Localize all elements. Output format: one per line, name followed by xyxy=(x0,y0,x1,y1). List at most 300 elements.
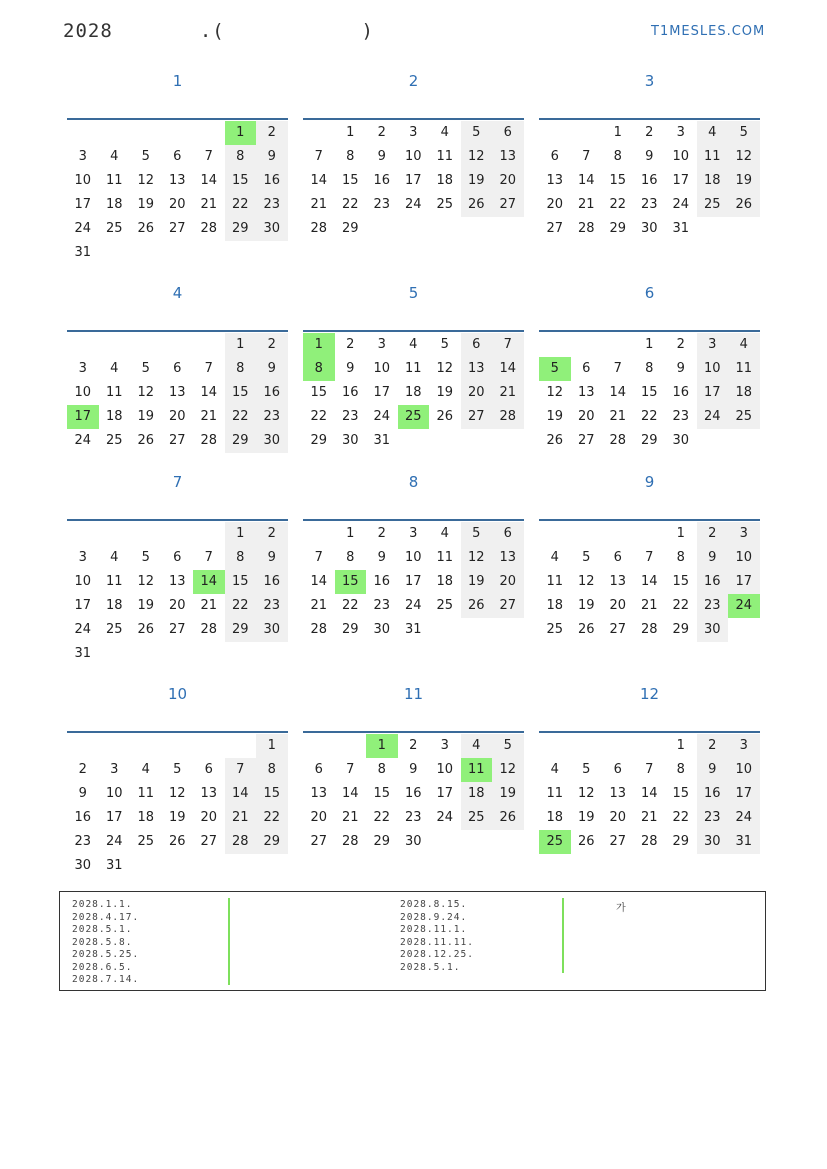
day-cell[interactable]: 17 xyxy=(728,782,760,806)
day-cell[interactable]: 8 xyxy=(225,145,257,169)
day-cell[interactable]: 27 xyxy=(168,622,186,637)
day-cell[interactable]: 18 xyxy=(697,169,729,193)
day-cell[interactable]: 10 xyxy=(697,357,729,381)
day-cell[interactable]: 17 xyxy=(105,810,123,825)
day-cell[interactable]: 1 xyxy=(613,125,622,140)
day-cell[interactable]: 12 xyxy=(461,145,493,169)
day-cell[interactable]: 8 xyxy=(377,762,386,777)
day-cell[interactable]: 21 xyxy=(640,810,658,825)
day-cell[interactable]: 8 xyxy=(645,361,654,376)
day-cell[interactable]: 11 xyxy=(404,361,422,376)
day-cell[interactable]: 22 xyxy=(672,598,690,613)
day-cell[interactable]: 3 xyxy=(440,738,449,753)
site-logo[interactable]: T1MESLES.COM xyxy=(651,24,766,39)
day-cell[interactable]: 21 xyxy=(577,197,595,212)
day-cell[interactable]: 1 xyxy=(256,734,288,758)
day-cell[interactable]: 7 xyxy=(582,149,591,164)
day-cell[interactable]: 29 xyxy=(373,834,391,849)
day-cell[interactable]: 31 xyxy=(74,646,92,661)
day-cell[interactable]: 22 xyxy=(373,810,391,825)
day-cell[interactable]: 8 xyxy=(676,550,685,565)
day-cell[interactable]: 25 xyxy=(461,806,493,830)
day-cell[interactable]: 29 xyxy=(225,217,257,241)
day-cell[interactable]: 10 xyxy=(728,758,760,782)
day-cell[interactable]: 29 xyxy=(672,834,690,849)
day-cell[interactable]: 18 xyxy=(404,385,422,400)
day-cell[interactable]: 11 xyxy=(546,786,564,801)
day-cell[interactable]: 12 xyxy=(546,385,564,400)
day-cell[interactable]: 4 xyxy=(110,149,119,164)
day-cell[interactable]: 22 xyxy=(225,594,257,618)
day-cell[interactable]: 13 xyxy=(200,786,218,801)
day-cell[interactable]: 17 xyxy=(74,197,92,212)
day-cell[interactable]: 27 xyxy=(492,594,524,618)
day-cell[interactable]: 7 xyxy=(645,550,654,565)
day-cell[interactable]: 21 xyxy=(492,381,524,405)
day-cell[interactable]: 25 xyxy=(398,405,430,429)
day-cell[interactable]: 25 xyxy=(546,622,564,637)
day-cell[interactable]: 1 xyxy=(645,337,654,352)
day-cell[interactable]: 4 xyxy=(141,762,150,777)
day-cell[interactable]: 7 xyxy=(645,762,654,777)
day-cell[interactable]: 9 xyxy=(256,546,288,570)
day-cell[interactable]: 5 xyxy=(173,762,182,777)
day-cell[interactable]: 21 xyxy=(341,810,359,825)
day-cell[interactable]: 24 xyxy=(373,409,391,424)
day-cell[interactable]: 27 xyxy=(546,221,564,236)
day-cell[interactable]: 17 xyxy=(404,173,422,188)
day-cell[interactable]: 21 xyxy=(200,598,218,613)
day-cell[interactable]: 20 xyxy=(200,810,218,825)
day-cell[interactable]: 23 xyxy=(640,197,658,212)
day-cell[interactable]: 14 xyxy=(200,173,218,188)
day-cell[interactable]: 6 xyxy=(582,361,591,376)
day-cell[interactable]: 19 xyxy=(728,169,760,193)
day-cell[interactable]: 14 xyxy=(193,570,225,594)
day-cell[interactable]: 5 xyxy=(141,149,150,164)
day-cell[interactable]: 25 xyxy=(436,598,454,613)
day-cell[interactable]: 6 xyxy=(173,361,182,376)
day-cell[interactable]: 6 xyxy=(613,762,622,777)
day-cell[interactable]: 8 xyxy=(225,546,257,570)
day-cell[interactable]: 30 xyxy=(74,858,92,873)
day-cell[interactable]: 2 xyxy=(377,526,386,541)
day-cell[interactable]: 7 xyxy=(314,550,323,565)
day-cell[interactable]: 12 xyxy=(137,574,155,589)
day-cell[interactable]: 10 xyxy=(373,361,391,376)
day-cell[interactable]: 10 xyxy=(74,173,92,188)
day-cell[interactable]: 16 xyxy=(74,810,92,825)
day-cell[interactable]: 3 xyxy=(78,149,87,164)
day-cell[interactable]: 19 xyxy=(137,598,155,613)
day-cell[interactable]: 21 xyxy=(609,409,627,424)
day-cell[interactable]: 22 xyxy=(256,806,288,830)
day-cell[interactable]: 21 xyxy=(200,409,218,424)
day-cell[interactable]: 7 xyxy=(346,762,355,777)
day-cell[interactable]: 16 xyxy=(256,381,288,405)
day-cell[interactable]: 7 xyxy=(204,149,213,164)
day-cell[interactable]: 3 xyxy=(409,526,418,541)
day-cell[interactable]: 9 xyxy=(256,145,288,169)
day-cell[interactable]: 28 xyxy=(640,622,658,637)
day-cell[interactable]: 26 xyxy=(461,594,493,618)
day-cell[interactable]: 5 xyxy=(728,121,760,145)
day-cell[interactable]: 14 xyxy=(609,385,627,400)
day-cell[interactable]: 14 xyxy=(640,786,658,801)
day-cell[interactable]: 26 xyxy=(137,221,155,236)
day-cell[interactable]: 17 xyxy=(728,570,760,594)
day-cell[interactable]: 25 xyxy=(137,834,155,849)
day-cell[interactable]: 23 xyxy=(256,193,288,217)
day-cell[interactable]: 11 xyxy=(436,550,454,565)
day-cell[interactable]: 19 xyxy=(461,169,493,193)
day-cell[interactable]: 14 xyxy=(200,385,218,400)
day-cell[interactable]: 24 xyxy=(697,405,729,429)
day-cell[interactable]: 13 xyxy=(492,145,524,169)
day-cell[interactable]: 13 xyxy=(168,385,186,400)
day-cell[interactable]: 30 xyxy=(697,830,729,854)
day-cell[interactable]: 3 xyxy=(728,734,760,758)
day-cell[interactable]: 3 xyxy=(110,762,119,777)
day-cell[interactable]: 24 xyxy=(74,433,92,448)
day-cell[interactable]: 22 xyxy=(672,810,690,825)
day-cell[interactable]: 30 xyxy=(256,429,288,453)
day-cell[interactable]: 15 xyxy=(225,169,257,193)
day-cell[interactable]: 26 xyxy=(461,193,493,217)
day-cell[interactable]: 26 xyxy=(728,193,760,217)
day-cell[interactable]: 2 xyxy=(645,125,654,140)
day-cell[interactable]: 11 xyxy=(436,149,454,164)
day-cell[interactable]: 13 xyxy=(609,786,627,801)
day-cell[interactable]: 25 xyxy=(697,193,729,217)
day-cell[interactable]: 28 xyxy=(200,622,218,637)
day-cell[interactable]: 13 xyxy=(461,357,493,381)
day-cell[interactable]: 22 xyxy=(640,409,658,424)
day-cell[interactable]: 1 xyxy=(225,333,257,357)
day-cell[interactable]: 4 xyxy=(440,526,449,541)
day-cell[interactable]: 30 xyxy=(256,618,288,642)
day-cell[interactable]: 18 xyxy=(546,598,564,613)
day-cell[interactable]: 6 xyxy=(492,121,524,145)
day-cell[interactable]: 20 xyxy=(492,570,524,594)
day-cell[interactable]: 26 xyxy=(577,834,595,849)
day-cell[interactable]: 20 xyxy=(577,409,595,424)
day-cell[interactable]: 10 xyxy=(74,574,92,589)
day-cell[interactable]: 16 xyxy=(640,173,658,188)
day-cell[interactable]: 4 xyxy=(550,762,559,777)
day-cell[interactable]: 19 xyxy=(137,197,155,212)
day-cell[interactable]: 3 xyxy=(78,550,87,565)
day-cell[interactable]: 5 xyxy=(582,762,591,777)
day-cell[interactable]: 23 xyxy=(697,806,729,830)
day-cell[interactable]: 28 xyxy=(640,834,658,849)
day-cell[interactable]: 16 xyxy=(256,570,288,594)
day-cell[interactable]: 27 xyxy=(310,834,328,849)
day-cell[interactable]: 29 xyxy=(225,429,257,453)
day-cell[interactable]: 5 xyxy=(440,337,449,352)
day-cell[interactable]: 25 xyxy=(539,830,571,854)
day-cell[interactable]: 23 xyxy=(373,197,391,212)
day-cell[interactable]: 9 xyxy=(78,786,87,801)
day-cell[interactable]: 19 xyxy=(577,810,595,825)
day-cell[interactable]: 14 xyxy=(310,173,328,188)
day-cell[interactable]: 18 xyxy=(105,598,123,613)
day-cell[interactable]: 15 xyxy=(310,385,328,400)
day-cell[interactable]: 26 xyxy=(492,806,524,830)
day-cell[interactable]: 9 xyxy=(256,357,288,381)
day-cell[interactable]: 2 xyxy=(409,738,418,753)
day-cell[interactable]: 2 xyxy=(676,337,685,352)
day-cell[interactable]: 1 xyxy=(366,734,398,758)
day-cell[interactable]: 23 xyxy=(404,810,422,825)
day-cell[interactable]: 2 xyxy=(346,337,355,352)
day-cell[interactable]: 15 xyxy=(256,782,288,806)
day-cell[interactable]: 3 xyxy=(728,522,760,546)
day-cell[interactable]: 25 xyxy=(105,221,123,236)
day-cell[interactable]: 19 xyxy=(137,409,155,424)
day-cell[interactable]: 10 xyxy=(404,550,422,565)
day-cell[interactable]: 21 xyxy=(310,197,328,212)
day-cell[interactable]: 28 xyxy=(225,830,257,854)
day-cell[interactable]: 24 xyxy=(728,594,760,618)
day-cell[interactable]: 6 xyxy=(492,522,524,546)
day-cell[interactable]: 26 xyxy=(436,409,454,424)
day-cell[interactable]: 3 xyxy=(676,125,685,140)
day-cell[interactable]: 16 xyxy=(672,385,690,400)
day-cell[interactable]: 26 xyxy=(546,433,564,448)
day-cell[interactable]: 19 xyxy=(168,810,186,825)
day-cell[interactable]: 16 xyxy=(373,574,391,589)
day-cell[interactable]: 8 xyxy=(225,357,257,381)
day-cell[interactable]: 11 xyxy=(137,786,155,801)
day-cell[interactable]: 20 xyxy=(168,409,186,424)
day-cell[interactable]: 29 xyxy=(672,622,690,637)
day-cell[interactable]: 15 xyxy=(609,173,627,188)
day-cell[interactable]: 8 xyxy=(346,149,355,164)
day-cell[interactable]: 17 xyxy=(697,381,729,405)
day-cell[interactable]: 16 xyxy=(697,782,729,806)
day-cell[interactable]: 20 xyxy=(492,169,524,193)
day-cell[interactable]: 10 xyxy=(728,546,760,570)
day-cell[interactable]: 5 xyxy=(492,734,524,758)
day-cell[interactable]: 27 xyxy=(168,433,186,448)
day-cell[interactable]: 29 xyxy=(341,221,359,236)
day-cell[interactable]: 19 xyxy=(492,782,524,806)
day-cell[interactable]: 11 xyxy=(105,574,123,589)
day-cell[interactable]: 7 xyxy=(492,333,524,357)
day-cell[interactable]: 8 xyxy=(303,357,335,381)
day-cell[interactable]: 28 xyxy=(200,433,218,448)
day-cell[interactable]: 19 xyxy=(577,598,595,613)
day-cell[interactable]: 9 xyxy=(697,546,729,570)
day-cell[interactable]: 2 xyxy=(697,522,729,546)
day-cell[interactable]: 29 xyxy=(341,622,359,637)
day-cell[interactable]: 20 xyxy=(609,598,627,613)
day-cell[interactable]: 29 xyxy=(609,221,627,236)
day-cell[interactable]: 20 xyxy=(546,197,564,212)
day-cell[interactable]: 8 xyxy=(613,149,622,164)
day-cell[interactable]: 23 xyxy=(672,409,690,424)
day-cell[interactable]: 3 xyxy=(78,361,87,376)
day-cell[interactable]: 4 xyxy=(697,121,729,145)
day-cell[interactable]: 12 xyxy=(577,786,595,801)
day-cell[interactable]: 7 xyxy=(314,149,323,164)
day-cell[interactable]: 22 xyxy=(225,405,257,429)
day-cell[interactable]: 28 xyxy=(310,221,328,236)
day-cell[interactable]: 24 xyxy=(74,221,92,236)
day-cell[interactable]: 2 xyxy=(256,522,288,546)
day-cell[interactable]: 5 xyxy=(141,361,150,376)
day-cell[interactable]: 1 xyxy=(346,526,355,541)
day-cell[interactable]: 17 xyxy=(74,598,92,613)
day-cell[interactable]: 11 xyxy=(546,574,564,589)
day-cell[interactable]: 9 xyxy=(377,550,386,565)
day-cell[interactable]: 5 xyxy=(141,550,150,565)
day-cell[interactable]: 19 xyxy=(436,385,454,400)
day-cell[interactable]: 4 xyxy=(728,333,760,357)
day-cell[interactable]: 4 xyxy=(440,125,449,140)
day-cell[interactable]: 28 xyxy=(577,221,595,236)
day-cell[interactable]: 16 xyxy=(256,169,288,193)
day-cell[interactable]: 11 xyxy=(105,173,123,188)
day-cell[interactable]: 2 xyxy=(256,333,288,357)
day-cell[interactable]: 30 xyxy=(672,433,690,448)
day-cell[interactable]: 18 xyxy=(137,810,155,825)
day-cell[interactable]: 4 xyxy=(110,550,119,565)
day-cell[interactable]: 20 xyxy=(168,197,186,212)
day-cell[interactable]: 18 xyxy=(105,197,123,212)
day-cell[interactable]: 22 xyxy=(341,197,359,212)
day-cell[interactable]: 31 xyxy=(728,830,760,854)
day-cell[interactable]: 15 xyxy=(672,574,690,589)
day-cell[interactable]: 6 xyxy=(613,550,622,565)
day-cell[interactable]: 9 xyxy=(377,149,386,164)
day-cell[interactable]: 9 xyxy=(409,762,418,777)
day-cell[interactable]: 16 xyxy=(697,570,729,594)
day-cell[interactable]: 25 xyxy=(105,622,123,637)
day-cell[interactable]: 30 xyxy=(256,217,288,241)
day-cell[interactable]: 13 xyxy=(546,173,564,188)
day-cell[interactable]: 12 xyxy=(461,546,493,570)
day-cell[interactable]: 21 xyxy=(225,806,257,830)
day-cell[interactable]: 13 xyxy=(310,786,328,801)
day-cell[interactable]: 23 xyxy=(256,594,288,618)
day-cell[interactable]: 11 xyxy=(728,357,760,381)
day-cell[interactable]: 13 xyxy=(168,173,186,188)
day-cell[interactable]: 31 xyxy=(74,245,92,260)
day-cell[interactable]: 12 xyxy=(137,173,155,188)
day-cell[interactable]: 23 xyxy=(697,594,729,618)
day-cell[interactable]: 24 xyxy=(74,622,92,637)
day-cell[interactable]: 21 xyxy=(310,598,328,613)
day-cell[interactable]: 24 xyxy=(672,197,690,212)
day-cell[interactable]: 24 xyxy=(404,598,422,613)
day-cell[interactable]: 23 xyxy=(341,409,359,424)
day-cell[interactable]: 14 xyxy=(577,173,595,188)
day-cell[interactable]: 8 xyxy=(346,550,355,565)
day-cell[interactable]: 17 xyxy=(672,173,690,188)
day-cell[interactable]: 15 xyxy=(640,385,658,400)
day-cell[interactable]: 27 xyxy=(168,221,186,236)
day-cell[interactable]: 1 xyxy=(346,125,355,140)
day-cell[interactable]: 17 xyxy=(373,385,391,400)
day-cell[interactable]: 11 xyxy=(105,385,123,400)
day-cell[interactable]: 4 xyxy=(550,550,559,565)
day-cell[interactable]: 15 xyxy=(672,786,690,801)
day-cell[interactable]: 7 xyxy=(204,361,213,376)
day-cell[interactable]: 30 xyxy=(697,618,729,642)
day-cell[interactable]: 28 xyxy=(341,834,359,849)
day-cell[interactable]: 14 xyxy=(225,782,257,806)
day-cell[interactable]: 29 xyxy=(256,830,288,854)
day-cell[interactable]: 18 xyxy=(105,409,123,424)
day-cell[interactable]: 14 xyxy=(492,357,524,381)
day-cell[interactable]: 17 xyxy=(67,405,99,429)
day-cell[interactable]: 23 xyxy=(373,598,391,613)
day-cell[interactable]: 10 xyxy=(436,762,454,777)
day-cell[interactable]: 24 xyxy=(728,806,760,830)
day-cell[interactable]: 29 xyxy=(310,433,328,448)
day-cell[interactable]: 10 xyxy=(672,149,690,164)
day-cell[interactable]: 16 xyxy=(373,173,391,188)
day-cell[interactable]: 9 xyxy=(645,149,654,164)
day-cell[interactable]: 2 xyxy=(377,125,386,140)
day-cell[interactable]: 25 xyxy=(436,197,454,212)
day-cell[interactable]: 7 xyxy=(204,550,213,565)
day-cell[interactable]: 25 xyxy=(105,433,123,448)
day-cell[interactable]: 27 xyxy=(461,405,493,429)
day-cell[interactable]: 31 xyxy=(404,622,422,637)
day-cell[interactable]: 20 xyxy=(168,598,186,613)
day-cell[interactable]: 31 xyxy=(672,221,690,236)
day-cell[interactable]: 9 xyxy=(676,361,685,376)
day-cell[interactable]: 16 xyxy=(404,786,422,801)
day-cell[interactable]: 12 xyxy=(492,758,524,782)
day-cell[interactable]: 20 xyxy=(609,810,627,825)
day-cell[interactable]: 1 xyxy=(225,522,257,546)
day-cell[interactable]: 6 xyxy=(173,149,182,164)
day-cell[interactable]: 14 xyxy=(341,786,359,801)
day-cell[interactable]: 26 xyxy=(137,433,155,448)
day-cell[interactable]: 8 xyxy=(676,762,685,777)
day-cell[interactable]: 30 xyxy=(373,622,391,637)
day-cell[interactable]: 5 xyxy=(461,121,493,145)
day-cell[interactable]: 14 xyxy=(640,574,658,589)
day-cell[interactable]: 27 xyxy=(200,834,218,849)
day-cell[interactable]: 25 xyxy=(728,405,760,429)
day-cell[interactable]: 15 xyxy=(341,173,359,188)
day-cell[interactable]: 6 xyxy=(461,333,493,357)
day-cell[interactable]: 8 xyxy=(256,758,288,782)
day-cell[interactable]: 26 xyxy=(577,622,595,637)
day-cell[interactable]: 12 xyxy=(436,361,454,376)
day-cell[interactable]: 13 xyxy=(609,574,627,589)
day-cell[interactable]: 30 xyxy=(404,834,422,849)
day-cell[interactable]: 12 xyxy=(168,786,186,801)
day-cell[interactable]: 6 xyxy=(173,550,182,565)
day-cell[interactable]: 22 xyxy=(310,409,328,424)
day-cell[interactable]: 15 xyxy=(373,786,391,801)
day-cell[interactable]: 23 xyxy=(74,834,92,849)
day-cell[interactable]: 1 xyxy=(225,121,257,145)
day-cell[interactable]: 11 xyxy=(461,758,493,782)
day-cell[interactable]: 10 xyxy=(105,786,123,801)
day-cell[interactable]: 3 xyxy=(697,333,729,357)
day-cell[interactable]: 7 xyxy=(613,361,622,376)
day-cell[interactable]: 29 xyxy=(640,433,658,448)
day-cell[interactable]: 18 xyxy=(436,574,454,589)
day-cell[interactable]: 10 xyxy=(404,149,422,164)
